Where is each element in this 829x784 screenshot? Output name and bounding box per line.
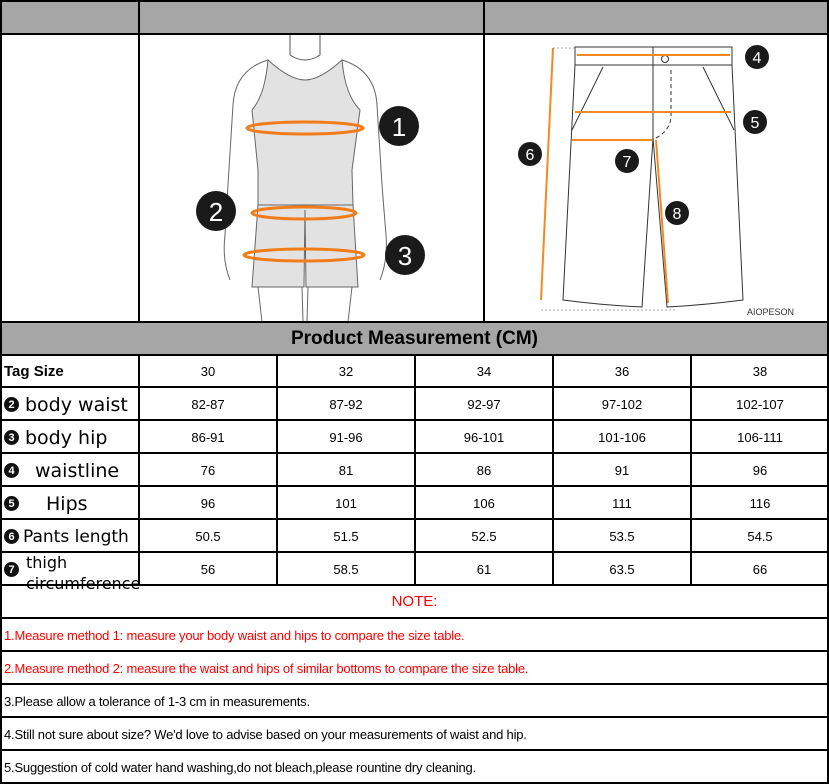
table-cell: 54.5 [747, 529, 773, 544]
size-header-label: Tag Size [4, 363, 64, 380]
size-36: 36 [614, 364, 630, 379]
table-cell: 66 [752, 562, 768, 577]
table-cell: 76 [200, 463, 216, 478]
divider [0, 0, 829, 2]
row-label-body-hip: 3 body hip [4, 421, 107, 454]
divider [138, 355, 140, 585]
table-cell: 92-97 [467, 397, 501, 412]
table-cell: 102-107 [736, 397, 784, 412]
note-item-4: 4.Still not sure about size? We'd love to advise based on your measurements of waist and hip. [4, 726, 527, 742]
divider [276, 355, 278, 585]
table-cell: 63.5 [609, 562, 635, 577]
table-cell: 56 [200, 562, 216, 577]
table-cell: 106-111 [737, 430, 783, 445]
table-cell: 111 [612, 496, 632, 511]
marker-5-icon [743, 110, 767, 134]
svg-text:5: 5 [750, 115, 760, 132]
table-cell: 116 [749, 496, 771, 511]
table-cell: 101 [335, 496, 357, 511]
table-cell: 53.5 [609, 529, 635, 544]
divider [0, 716, 829, 718]
note-heading: NOTE: [391, 593, 438, 610]
number-3-icon: 3 [4, 430, 19, 445]
svg-text:1: 1 [391, 112, 407, 142]
number-6-icon: 6 [4, 529, 19, 544]
pants-measurement-figure [485, 35, 829, 322]
size-38: 38 [752, 364, 768, 379]
table-cell: 82-87 [191, 397, 225, 412]
divider [0, 0, 2, 784]
svg-text:6: 6 [525, 147, 535, 164]
table-cell: 86 [476, 463, 492, 478]
header-row [0, 0, 829, 34]
row-label-waistline: 4 waistline [4, 454, 119, 487]
table-cell: 61 [476, 562, 492, 577]
table-cell: 96-101 [463, 430, 505, 445]
table-cell: 97-102 [601, 397, 643, 412]
table-cell: 81 [338, 463, 354, 478]
marker-1-icon [379, 106, 419, 146]
note-item-5: 5.Suggestion of cold water hand washing,do not bleach,please rountine dry cleaning. [4, 759, 476, 775]
marker-2-icon [196, 191, 236, 231]
size-30: 30 [200, 364, 216, 379]
svg-text:2: 2 [208, 197, 224, 227]
table-cell: 87-92 [329, 397, 363, 412]
divider [138, 0, 140, 322]
table-cell: 50.5 [195, 529, 221, 544]
number-7-icon: 7 [4, 562, 19, 577]
marker-8-icon [665, 201, 689, 225]
note-item-1: 1.Measure method 1: measure your body waist and hips to compare the size table. [4, 627, 465, 643]
divider [0, 33, 829, 35]
table-cell: 101-106 [598, 430, 646, 445]
number-5-icon: 5 [4, 496, 19, 511]
divider [552, 355, 554, 585]
table-cell: 58.5 [333, 562, 359, 577]
table-cell: 96 [752, 463, 768, 478]
divider [0, 749, 829, 751]
divider [0, 683, 829, 685]
divider [0, 650, 829, 652]
number-4-icon: 4 [4, 463, 19, 478]
svg-text:8: 8 [672, 206, 682, 223]
divider [0, 617, 829, 619]
divider [0, 321, 829, 323]
svg-text:4: 4 [752, 50, 762, 67]
svg-text:3: 3 [397, 241, 413, 271]
table-cell: 91 [614, 463, 630, 478]
table-title: Product Measurement (CM) [0, 323, 829, 355]
note-item-2: 2.Measure method 2: measure the waist and hips of similar bottoms to compare the size table. [4, 660, 529, 676]
marker-4-icon [745, 45, 769, 69]
row-label-body-waist: 2 body waist [4, 388, 128, 421]
size-32: 32 [338, 364, 354, 379]
row-label-pants-length: 6 Pants length [4, 520, 129, 553]
marker-3-icon [385, 235, 425, 275]
table-cell: 91-96 [329, 430, 363, 445]
marker-7-icon [615, 149, 639, 173]
table-cell: 96 [200, 496, 216, 511]
size-34: 34 [476, 364, 492, 379]
divider [483, 0, 485, 322]
divider [690, 355, 692, 585]
table-cell: 51.5 [333, 529, 359, 544]
note-item-3: 3.Please allow a tolerance of 1-3 cm in measurements. [4, 693, 310, 709]
table-cell: 106 [473, 496, 495, 511]
table-cell: 86-91 [191, 430, 225, 445]
row-label-hips: 5 Hips [4, 487, 88, 520]
svg-text:7: 7 [622, 154, 632, 171]
table-cell: 52.5 [471, 529, 497, 544]
number-2-icon: 2 [4, 397, 19, 412]
divider [414, 355, 416, 585]
body-measurement-figure [140, 35, 484, 322]
marker-6-icon [518, 142, 542, 166]
brand-label: AIOPESON [747, 307, 795, 317]
